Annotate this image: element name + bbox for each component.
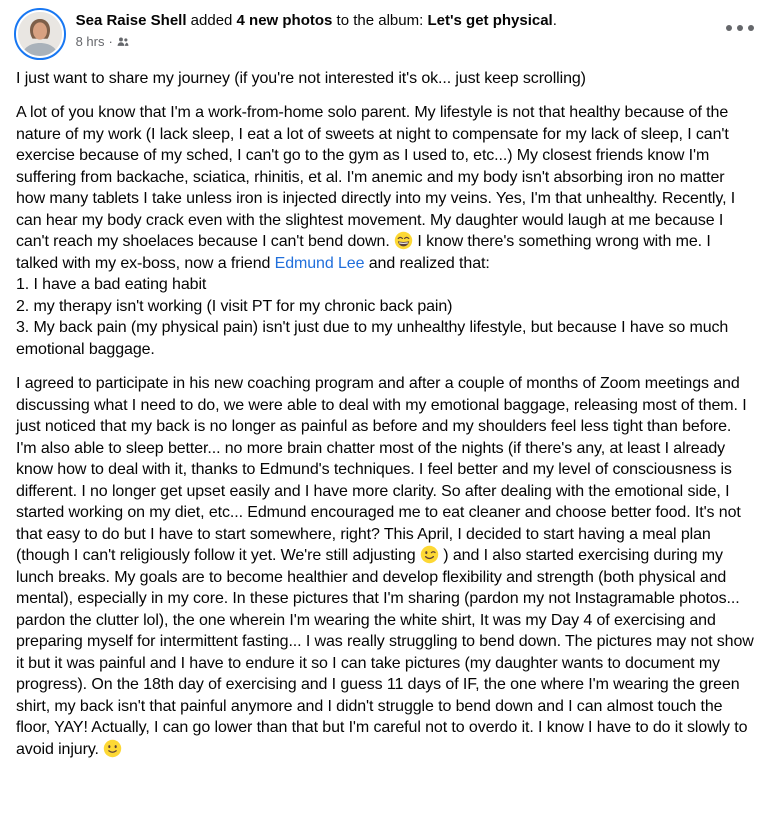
friends-icon [117,36,129,48]
post-paragraph: A lot of you know that I'm a work-from-home solo parent. My lifestyle is not that healthy because of the nature of my work (I lack sleep, I eat a lot of sweets at night to compensate for my lack of sleep, I can't exercise because of my sched, I can't go to the gym as I used to, etc...) My closest friends know I'm suffering from backache, sciatica, rhinitis, et al. I'm anemic and my body isn't absorbing iron no matter how many tablets I take unless iron is injected directly into my veins. Yes, I'm that unhealthy. Recently, I can hear my body crack even with the slightest movement. My daughter would laugh at me because I can't reach my shoelaces because I can't bend down. I know there's something wrong with me. I talked with my ex-boss, now a friend Edmund Lee and realized that: 1. I have a bad eating habit 2. my therapy isn't working (I visit PT for my chronic back pain) 3. My back pain (my physical pain) isn't just due to my unhealthy lifestyle, but because I have so much emotional baggage. [16,104,736,358]
post-meta [76,34,756,50]
album-connector-text: to the album: [332,12,428,29]
portrait-illustration [18,12,62,56]
more-options-button[interactable] [722,14,758,42]
profile-photo [18,12,62,56]
album-name-link[interactable]: Let's get physical [427,12,553,29]
winking-face-emoji [420,545,439,564]
meta-separator: · [108,34,113,49]
mention-link[interactable]: Edmund Lee [274,254,365,272]
post-header [0,0,772,62]
timestamp-link[interactable]: 8 hrs [75,34,105,49]
photos-count-link[interactable]: 4 new photos [236,12,333,29]
period-text: . [552,12,557,29]
avatar[interactable] [14,8,66,60]
post-body [0,62,772,775]
post-paragraph: I agreed to participate in his new coaching program and after a couple of months of Zoom meetings and discussing what I need to do, we were able to deal with my emotional baggage, releasing most of them. I just noticed that my back is no longer as painful as before and my shoulders feel less tight than before. I'm also able to sleep better... no more brain chatter most of the nights (if there's any, at least I already know how to deal with it, thanks to Edmund's techniques. I feel better and my level of consciousness is different. I no longer get upset easily and I have more clarity. So after dealing with the emotional side, I started working on my diet, etc... Edmund encouraged me to eat cleaner and choose better food. It's not that easy to do but I have to start somewhere, right? This April, I decided to start having a meal plan (though I can't religiously follow it yet. We're still adjusting ) and I also started exercising during my lunch breaks. My goals are to become healthier and develop flexibility and strength (both physical and mental), especially in my core. In these pictures that I'm sharing (pardon my not Instagramable photos... pardon the clutter lol), the one wherein I'm wearing the white shirt, It was my Day 4 of exercising and preparing myself for intermittent fasting... I was really struggling to bend down. The pictures may not show it but it was painful and I have to endure it so I can take pictures (my daughter wants to document my progress). On the 18th day of exercising and I guess 11 days of IF, the one where I'm wearing the green shirt, my back isn't that painful anymore and I didn't struggle to bend down and I can almost touch the floor, YAY! Actually, I can go lower than that but I'm careful not to overdo it. I know I have to do it slowly to avoid injury. [16,375,754,758]
action-text: added [186,12,237,29]
ellipsis-icon [722,10,758,46]
post-header-info [76,8,756,50]
author-name-link[interactable]: Sea Raise Shell [75,12,187,29]
beaming-face-emoji [394,231,413,250]
post-header-title [76,11,756,31]
post-paragraph: I just want to share my journey (if you're not interested it's ok... just keep scrolling) [16,69,586,87]
slightly-smiling-face-emoji [103,739,122,758]
